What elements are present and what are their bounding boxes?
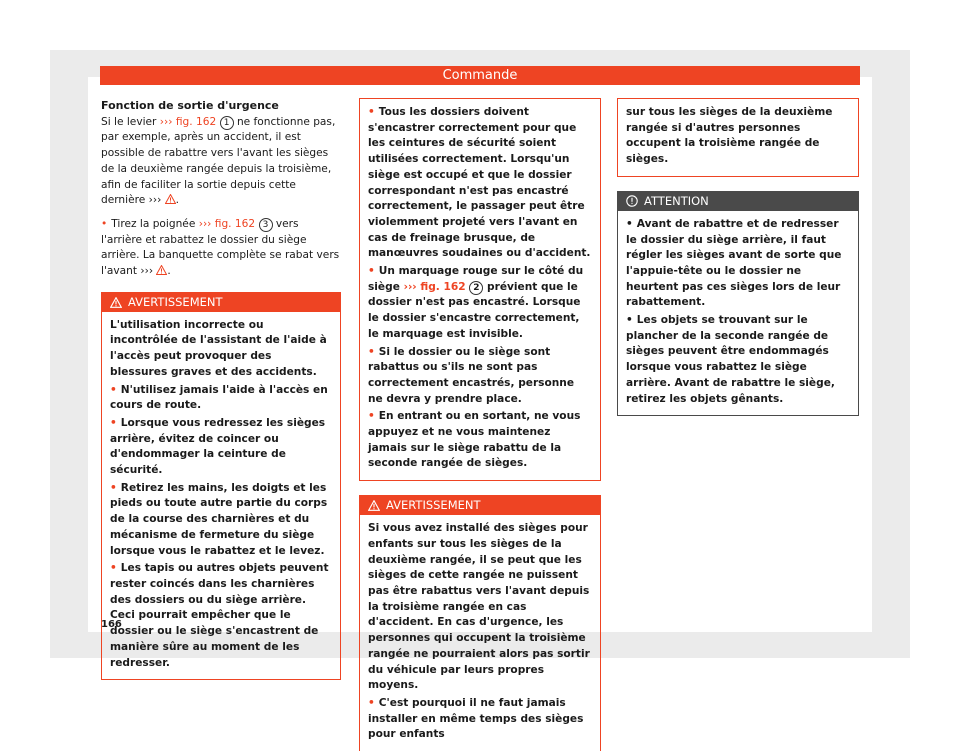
bullet-icon: •: [110, 481, 117, 494]
figure-link[interactable]: ››› fig. 162: [198, 217, 256, 230]
figure-link[interactable]: ››› fig. 162: [159, 115, 217, 128]
list-item: • Tous les dossiers doivent s'encastrer correctement pour que les ceintures de sécurité soient utilisées correctement. Lorsqu'un siège est occupé et que le dossier correspondant n'est pas encastré correctement, le passager peut être violemment projeté vers l'avant en cas de freinage brusque, de manœuvres soudaines ou d'accident.: [368, 106, 591, 260]
bullet-icon: •: [101, 217, 108, 230]
list-item: • C'est pourquoi il ne faut jamais installer en même temps des sièges pour enfants: [368, 696, 584, 741]
paragraph-emergency-lever: Si le levier ››› fig. 162 1 ne fonctionne pas, par exemple, après un accident, il est possible de rabattre vers l'avant les sièges de la deuxième rangée depuis la troisième, afin de faciliter la sortie depuis cette dernière ››› .: [101, 115, 336, 207]
warning-triangle-icon: [110, 297, 122, 308]
list-item: • Retirez les mains, les doigts et les pieds ou toute autre partie du corps de la course des charnières et du mécanisme de fermeture du siège lorsque vous le rabattez et le levez.: [110, 481, 328, 557]
warning-triangle-icon: [156, 265, 167, 275]
warning-box-body: Si vous avez installé des sièges pour enfants sur tous les sièges de la deuxième rangée, il se peut que les sièges de cette rangée ne puissent pas être rabattus vers l'avant depuis la troisième rangée en cas d'accident. En cas d'urgence, les personnes qui occupent la troisième rangée ne pourraient alors pas sortir du véhicule par leurs propres moyens. • C'est pourquoi il ne faut jamais installer en même temps des sièges pour enfants: [360, 515, 600, 751]
page-number: 166: [101, 619, 122, 630]
warning-box-body: sur tous les sièges de la deuxième rangée si d'autres personnes occupent la troisième rangée de sièges.: [626, 106, 833, 166]
bullet-icon: •: [110, 416, 117, 429]
callout-number: 1: [220, 116, 234, 130]
bullet-icon: •: [626, 314, 633, 327]
bullet-icon: •: [110, 562, 117, 575]
info-circle-icon: [626, 195, 638, 207]
list-item: • Les tapis ou autres objets peuvent rester coincés dans les charnières des dossiers ou du siège arrière. Ceci pourrait empêcher que le dossier ou le siège s'encastrent de manière sûre au moment de les redresser.: [110, 562, 329, 669]
warning-box: [359, 495, 601, 751]
list-item: • Lorsque vous redressez les sièges arrière, évitez de coincer ou d'endommager la ceinture de sécurité.: [110, 416, 326, 477]
warning-continuation-box: [617, 98, 859, 177]
paragraph-pull-handle: • Tirez la poignée ››› fig. 162 3 vers l'arrière et rabattez le dossier du siège arrière. La banquette complète se rabat vers l'avant ››› .: [101, 217, 340, 278]
callout-number: 2: [469, 281, 483, 295]
list-item: • Avant de rabattre et de redresser le dossier du siège arrière, il faut régler les sièges avant de sorte que l'appuie-tête ou le dossier ne heurtent pas ces sièges lors de leur rabattement.: [626, 217, 842, 309]
bullet-icon: •: [368, 345, 375, 358]
bullet-icon: •: [368, 265, 375, 278]
column-2: [359, 98, 601, 751]
list-item: • En entrant ou en sortant, ne vous appuyez et ne vous maintenez jamais sur le siège rabattu de la seconde rangée de sièges.: [368, 410, 581, 470]
list-item: • Si le dossier ou le siège sont rabattus ou s'ils ne sont pas correctement encastrés, personne ne devra y prendre place.: [368, 345, 575, 405]
bullet-icon: •: [368, 106, 375, 118]
bullet-icon: •: [110, 383, 117, 396]
column-3: [617, 98, 859, 416]
warning-box-body: [360, 99, 600, 480]
attention-box-body: [618, 211, 858, 415]
callout-number: 3: [259, 218, 273, 232]
bullet-icon: •: [368, 410, 375, 423]
bullet-icon: •: [626, 217, 633, 230]
warning-box-header: AVERTISSEMENT: [360, 496, 600, 515]
bullet-icon: •: [368, 696, 375, 709]
list-item: • N'utilisez jamais l'aide à l'accès en cours de route.: [110, 383, 328, 412]
attention-box: [617, 191, 859, 416]
warning-box-header: AVERTISSEMENT: [102, 293, 340, 312]
list-item: • Les objets se trouvant sur le plancher de la seconde rangée de sièges peuvent être endommagés lorsque vous rabattez le siège arrière. Avant de rabattre le siège, retirez les objets gênants.: [626, 314, 835, 405]
warning-box-body: L'utilisation incorrecte ou incontrôlée de l'assistant de l'aide à l'accès peut provoquer des blessures graves et des accidents. • N'utilisez jamais l'aide à l'accès en cours de route. • Lorsque vous redressez les sièges arrière, évitez de coincer ou d'endommager la ceinture de sécurité. • Retirez les mains, les doigts et les pieds ou toute autre partie du corps de la course des charnières et du mécanisme de fermeture du siège lorsque vous le rabattez et le levez. • Les tapis ou autres objets peuvent rester coincés dans les charnières des dossiers ou du siège arrière. Ceci pourrait empêcher que le dossier ou le siège s'encastrent de manière sûre au moment de les redresser.: [102, 312, 340, 679]
list-item: • Un marquage rouge sur le côté du siège ››› fig. 162 2 prévient que le dossier n'est pas encastré. Lorsque le dossier s'encastre correctement, le marquage est invisible.: [368, 265, 584, 340]
warning-box: [101, 292, 341, 680]
section-heading: Fonction de sortie d'urgence: [101, 99, 279, 112]
warning-triangle-icon: [165, 194, 176, 204]
column-1: [101, 98, 341, 680]
warning-triangle-icon: [368, 500, 380, 511]
attention-box-header: ATTENTION: [618, 192, 858, 211]
section-header: Commande: [100, 66, 860, 85]
figure-link[interactable]: ››› fig. 162: [403, 280, 466, 293]
warning-continuation-box: [359, 98, 601, 481]
